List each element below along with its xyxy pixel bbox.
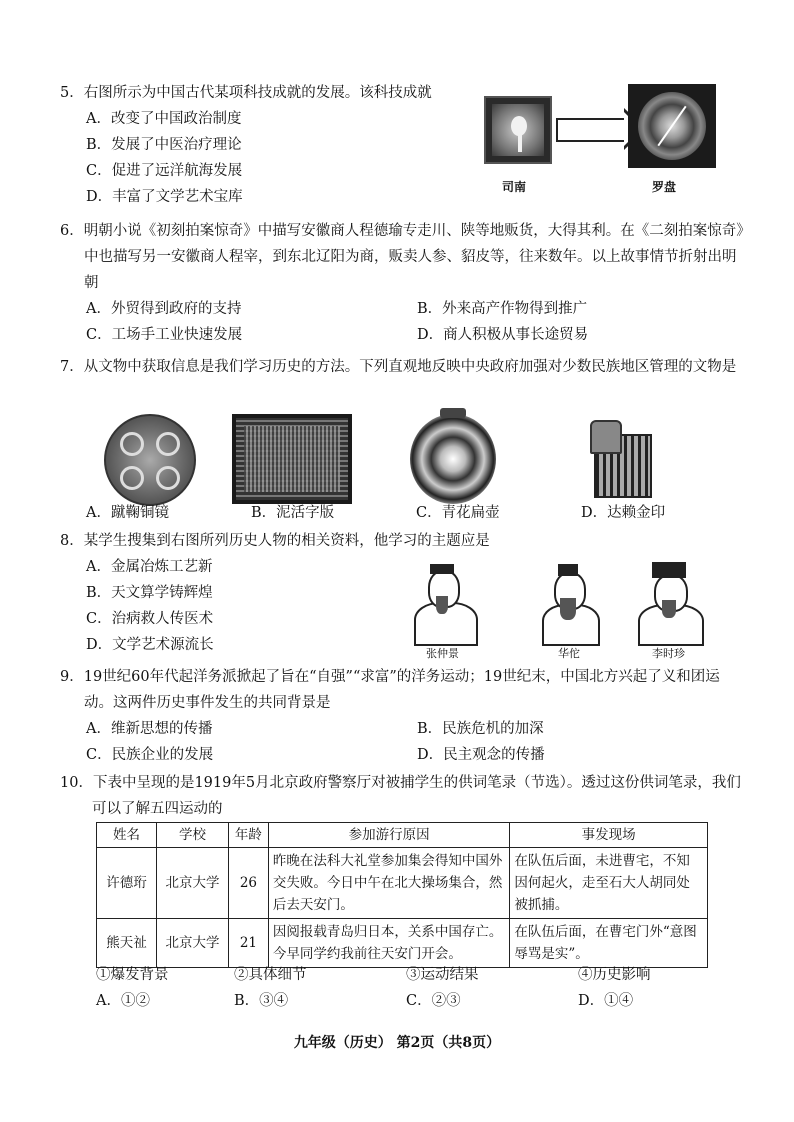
option-d[interactable]: D．①④ [578,993,634,1009]
arrow-icon [556,118,626,142]
portrait-caption-2: 华佗 [558,647,580,660]
table-header-row [97,823,708,848]
question-6 [60,218,748,348]
option-c[interactable]: C．青花扁壶 [416,505,500,521]
table-cell: 在队伍后面，在曹宅门外“意图辱骂是实”。 [510,919,708,968]
option-a[interactable]: A．①② [96,993,150,1009]
option-d[interactable]: D．民主观念的传播 [417,747,545,763]
option-a[interactable]: A．金属冶炼工艺新 [86,559,213,575]
table-row [97,848,708,919]
question-stem: 9．19世纪60年代起洋务派掀起了旨在“自强”“求富”的洋务运动；19世纪末，中国北方兴起了义和团运动。这两件历史事件发生的共同背景是 [60,669,720,711]
table-cell: 昨晚在法科大礼堂参加集会得知中国外交失败。今日中午在北大操场集合，然后去天安门。 [268,848,509,919]
mark-1: ①爆发背景 [96,967,169,983]
portrait-zhang-zhongjing [404,562,488,644]
testimony-table [96,822,708,968]
option-b[interactable]: B．民族危机的加深 [417,721,544,737]
table-cell: 熊天祉 [97,919,157,968]
question-stem: 5．右图所示为中国古代某项科技成就的发展。该科技成就 [60,85,432,101]
option-b[interactable]: B．泥活字版 [251,505,335,521]
option-a[interactable]: A．蹴鞠铜镜 [86,505,169,521]
mark-2: ②具体细节 [234,967,307,983]
page-footer: 九年级（历史） 第2页（共8页） [293,1035,501,1051]
table-cell: 26 [228,848,268,919]
option-c[interactable]: C．工场手工业快速发展 [86,327,243,343]
table-header: 年龄 [228,823,268,848]
question-stem: 6．明朝小说《初刻拍案惊奇》中描写安徽商人程德瑜专走川、陕等地贩货，大得其利。在《二刻拍案惊奇》中也描写另一安徽商人程宰，到东北辽阳为商，贩卖人参、貂皮等，往来数年。以上故事情节折射出明朝 [60,223,744,291]
question-7 [60,354,748,380]
luopan-image [628,84,716,168]
portrait-li-shizhen [628,562,712,644]
caption-luopan: 罗盘 [652,180,677,194]
portrait-caption-3: 李时珍 [652,647,685,660]
option-a[interactable]: A．改变了中国政治制度 [86,111,242,127]
option-b[interactable]: B．③④ [234,993,289,1009]
option-b[interactable]: B．发展了中医治疗理论 [86,137,242,153]
question-9 [60,664,748,768]
table-header: 姓名 [97,823,157,848]
option-list [60,716,748,768]
table-header: 事发现场 [510,823,708,848]
bronze-mirror-image [104,414,196,506]
option-a[interactable]: A．外贸得到政府的支持 [86,301,242,317]
option-c[interactable]: C．治病救人传医术 [86,611,214,627]
portrait-hua-tuo [528,562,612,644]
option-d[interactable]: D．商人积极从事长途贸易 [417,327,589,343]
table-header: 学校 [156,823,228,848]
option-c[interactable]: C．促进了远洋航海发展 [86,163,243,179]
compass-figure [484,84,744,196]
mark-4: ④历史影响 [578,967,651,983]
table-cell: 21 [228,919,268,968]
mark-list [96,962,651,988]
question-10 [60,770,748,822]
question-stem: 8．某学生搜集到右图所列历史人物的相关资料，他学习的主题应是 [60,533,490,549]
caption-sinan: 司南 [502,180,527,194]
question-7-options [60,500,748,526]
option-d[interactable]: D．文学艺术源流长 [86,637,214,653]
table-cell: 北京大学 [156,919,228,968]
mark-3: ③运动结果 [406,967,479,983]
option-d[interactable]: D．达赖金印 [581,505,666,521]
table-row [97,919,708,968]
option-list [96,988,743,1014]
clay-type-image [232,414,352,504]
table-cell: 北京大学 [156,848,228,919]
sinan-image [484,96,552,164]
table-cell: 许德珩 [97,848,157,919]
question-stem: 10．下表中呈现的是1919年5月北京政府警察厅对被捕学生的供词笔录（节选）。透过这份供词笔录，我们可以了解五四运动的 [60,775,741,817]
gold-seal-image [580,420,658,498]
option-a[interactable]: A．维新思想的传播 [86,721,213,737]
portrait-caption-1: 张仲景 [426,647,459,660]
question-stem: 7．从文物中获取信息是我们学习历史的方法。下列直观地反映中央政府加强对少数民族地区管理的文物是 [60,359,737,375]
table-cell: 因阅报载青岛归日本，关系中国存亡。今早同学约我前往天安门开会。 [268,919,509,968]
option-c[interactable]: C．②③ [406,993,461,1009]
table-header: 参加游行原因 [268,823,509,848]
option-d[interactable]: D．丰富了文学艺术宝库 [86,189,243,205]
option-b[interactable]: B．天文算学铸辉煌 [86,585,213,601]
option-c[interactable]: C．民族企业的发展 [86,747,214,763]
option-b[interactable]: B．外来高产作物得到推广 [417,301,588,317]
option-list [60,296,748,348]
porcelain-flask-image [410,414,496,504]
table-cell: 在队伍后面，未进曹宅，不知因何起火，走至石大人胡同处被抓捕。 [510,848,708,919]
